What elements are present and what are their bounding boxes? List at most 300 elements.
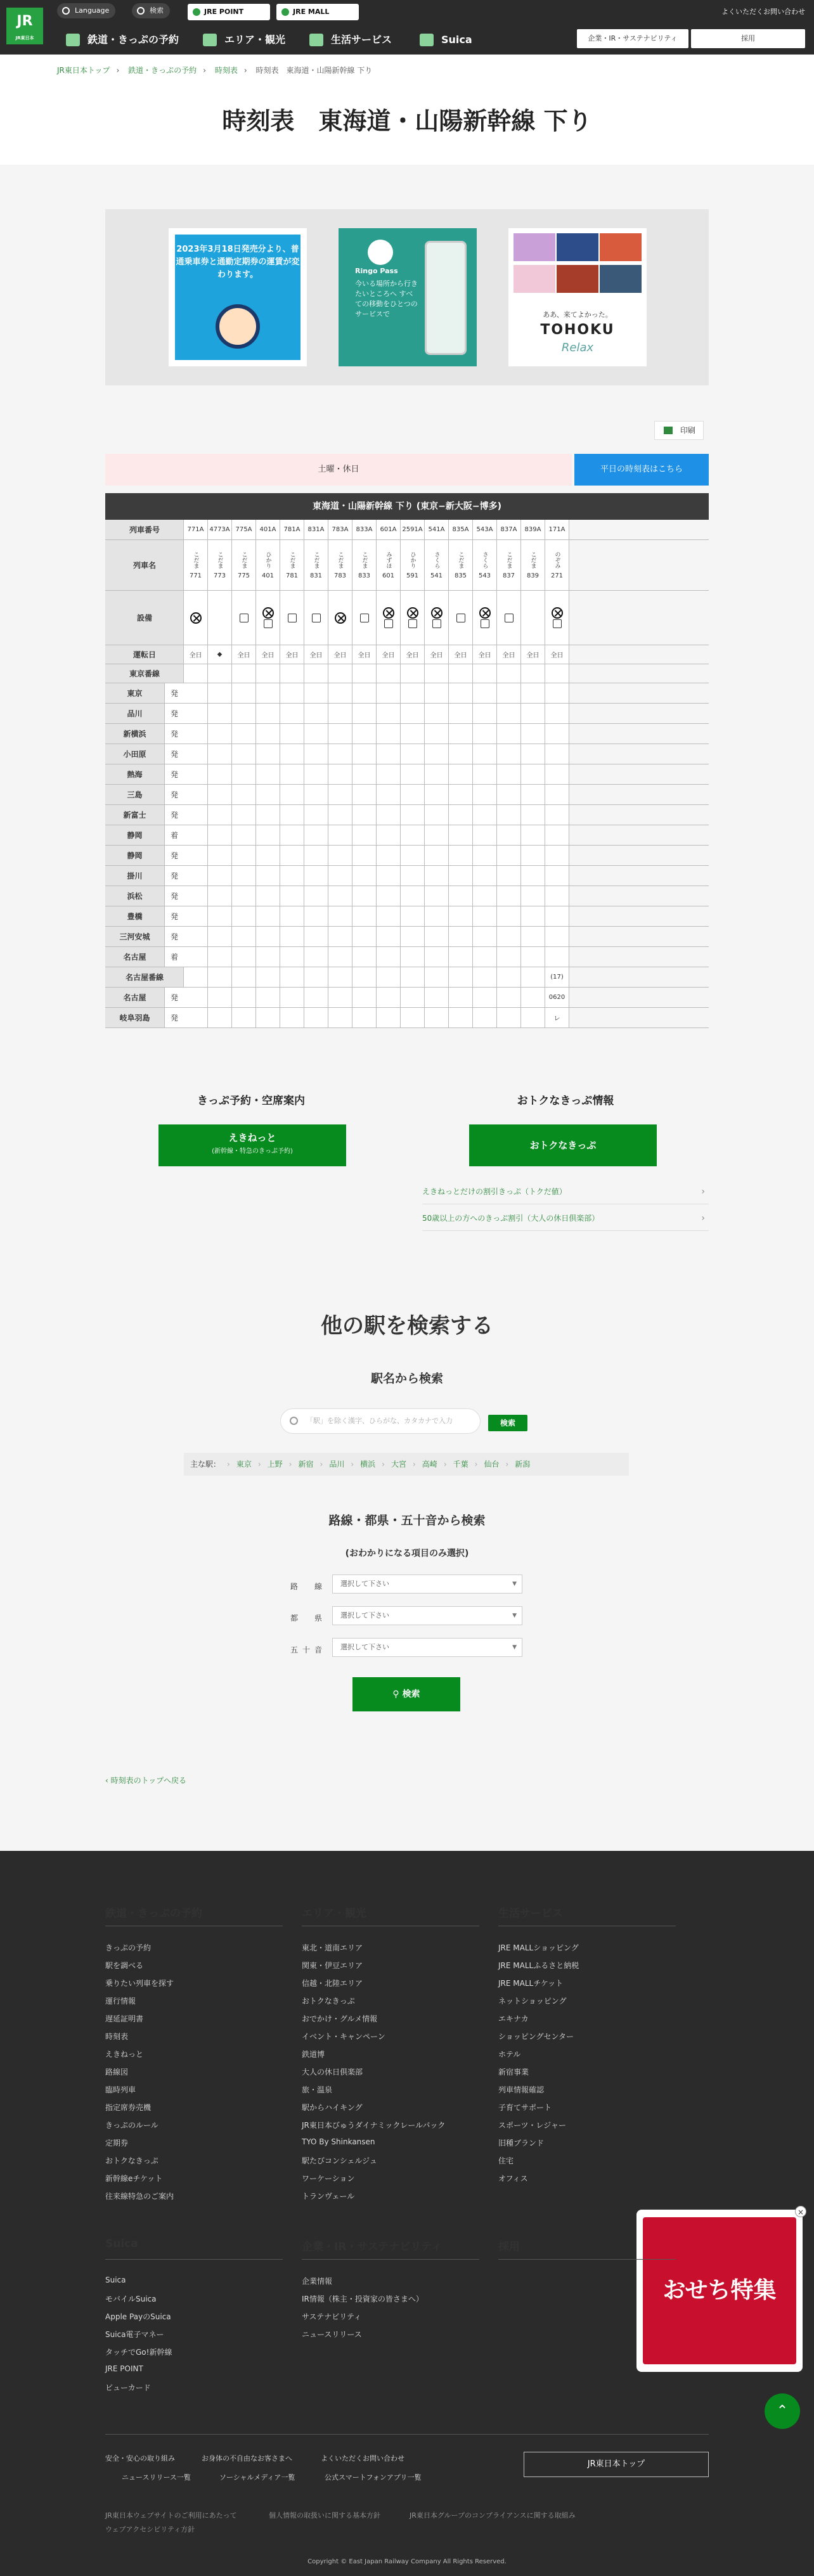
time-cell [401,947,425,967]
time-cell [473,825,497,845]
major-station-link[interactable]: 横浜 [360,1460,376,1469]
footer-link[interactable]: ビューカード [105,2383,151,2392]
time-cell [449,764,473,784]
time-cell [280,1008,304,1027]
no-smoking-icon [552,607,563,619]
footer-link[interactable]: 企業情報 [302,2277,333,2286]
banner-tohoku[interactable]: ああ、来てよかった。 TOHOKU Relax [508,228,647,366]
footer-col-recruit[interactable]: 採用 [498,2241,520,2253]
close-icon[interactable]: × [795,2206,806,2217]
train-number[interactable]: 835A [449,520,473,539]
station-row [105,785,709,805]
footer-link[interactable]: ショッピングセンター [498,2032,574,2041]
tab-holiday[interactable]: 土曜・休日 [105,454,572,486]
operation-day: 全日 [328,645,352,664]
arrive-depart: 発 [165,1008,184,1027]
arrive-depart: 着 [165,825,184,845]
footer-legal-link[interactable]: JR東日本グループのコンプライアンスに関する取組み [410,2511,576,2520]
footer-col-life[interactable]: 生活サービス [498,1907,563,1920]
train-name[interactable] [401,540,425,590]
footer-link[interactable]: 住宅 [498,2156,514,2165]
footer-link[interactable]: TYO By Shinkansen [302,2137,375,2146]
footer-link[interactable]: JRE MALLショッピング [498,1943,579,1952]
timetable-row-track [105,664,709,683]
train-name[interactable] [449,540,473,590]
train-type: ひかり [264,551,271,569]
footer-link[interactable]: 時刻表 [105,2032,129,2041]
footer-link[interactable]: 関東・伊豆エリア [302,1961,363,1970]
footer-legal-link[interactable]: JR東日本ウェブサイトのご利用にあたって [105,2511,237,2520]
time-cell [473,785,497,804]
footer-link[interactable]: 旅・温泉 [302,2085,333,2094]
time-cell [521,967,545,987]
footer-link[interactable]: イベント・キャンペーン [302,2032,385,2041]
train-num: 401 [261,572,275,579]
time-cell [449,805,473,825]
osechi-popup[interactable]: おせち特集 × [636,2210,803,2372]
footer-bottom-link[interactable]: よくいただくお問い合わせ [321,2454,404,2463]
footer-link[interactable]: スポーツ・レジャー [498,2121,566,2130]
time-cell [521,866,545,886]
train-num: 835 [454,572,467,579]
time-cell [473,988,497,1007]
time-cell [208,927,232,946]
time-cell [256,825,280,845]
footer-link[interactable]: モバイルSuica [105,2295,157,2303]
arrive-depart: 発 [165,764,184,784]
footer-bottom-link[interactable]: 公式スマートフォンアプリ一覧 [325,2473,422,2482]
time-cell [377,906,401,926]
breadcrumb-top[interactable]: JR東日本トップ [57,66,110,75]
time-cell [304,866,328,886]
arrive-depart: 発 [165,988,184,1007]
train-num: 839 [526,572,539,579]
train-number[interactable]: 771A [184,520,208,539]
conductor-illustration [216,304,260,349]
footer-legal-link[interactable]: ウェブアクセシビリティ方針 [105,2525,195,2534]
time-cell [521,724,545,744]
train-type: こだま [361,551,368,569]
footer-link[interactable]: エキナカ [498,2014,529,2023]
footer-link[interactable]: 臨時列車 [105,2085,136,2094]
footer-link[interactable]: 駅を調べる [105,1961,144,1970]
train-num: 837 [502,572,515,579]
time-cell [425,744,449,764]
time-cell [425,988,449,1007]
search-by-name-heading: 駅名から検索 [370,1372,443,1386]
time-cell [377,886,401,906]
footer-link[interactable]: JR東日本びゅうダイナミックレールパック [302,2121,446,2130]
major-station-link[interactable]: 高崎 [422,1460,437,1469]
footer-col-area[interactable]: エリア・観光 [302,1907,366,1920]
operation-day: 全日 [449,645,473,664]
station-row [105,988,709,1008]
breadcrumb-timetable[interactable]: 時刻表 [214,66,238,75]
footer-link[interactable]: 旧種ブランド [498,2139,545,2148]
operation-day: 全日 [377,645,401,664]
train-number[interactable]: 601A [377,520,401,539]
phone-illustration [425,241,467,355]
print-button[interactable]: 印刷 [654,421,704,440]
footer-link[interactable]: 鉄道博 [302,2050,325,2059]
map-icon [203,34,217,46]
tab-weekday-link[interactable]: 平日の時刻表はこちら [574,454,709,486]
jr-logo[interactable]: JR JR東日本 [6,8,43,44]
time-cell [232,764,256,784]
tokyo-track [425,664,449,683]
nav-life[interactable]: 生活サービス [309,29,392,51]
timetable-row-facility [105,591,709,645]
station-row [105,846,709,866]
link-otona[interactable]: 50歳以上の方へのきっぷ割引（大人の休日倶楽部） › [422,1206,709,1231]
search-button[interactable]: 検索 [132,3,170,18]
time-cell [401,825,425,845]
footer-link[interactable]: IR情報（株主・投資家の皆さまへ） [302,2295,423,2303]
footer-link[interactable]: 指定席券売機 [105,2103,152,2112]
major-station-link[interactable]: 上野 [267,1460,283,1469]
time-cell [304,724,328,744]
time-cell [184,785,208,804]
time-cell [473,886,497,906]
time-cell [425,1008,449,1027]
station-name: 三河安城 [105,927,165,946]
jre-top-button[interactable]: JR東日本トップ [524,2452,709,2477]
time-cell [280,764,304,784]
major-station-link[interactable]: 大宮 [391,1460,406,1469]
time-cell [232,724,256,744]
footer-col-rail[interactable]: 鉄道・きっぷの予約 [105,1907,202,1920]
time-cell [401,846,425,865]
time-cell [449,988,473,1007]
time-cell [425,764,449,784]
footer-link[interactable]: 新宿事業 [498,2068,529,2077]
time-cell [497,927,521,946]
time-cell [401,927,425,946]
footer-link[interactable]: えきねっと [105,2050,144,2059]
footer-link[interactable]: ワーケーション [302,2174,355,2183]
time-cell [473,927,497,946]
time-cell [304,1008,328,1027]
no-smoking-icon [335,612,346,624]
tokyo-track [497,664,521,683]
time-cell [280,805,304,825]
train-name[interactable] [280,540,304,590]
time-cell [545,947,569,967]
footer-link[interactable]: 往来線特急のご案内 [105,2192,174,2201]
facility-cell [377,591,401,645]
station-name: 新富士 [105,805,165,825]
major-station-link[interactable]: 品川 [329,1460,345,1469]
discount-ticket-button[interactable]: おトクなきっぷ [469,1124,657,1166]
train-name[interactable] [473,540,497,590]
footer-link[interactable]: おでかけ・グルメ情報 [302,2014,378,2023]
train-type: こだま [529,551,536,569]
time-cell [377,724,401,744]
time-cell [521,988,545,1007]
major-station-link[interactable]: 新潟 [515,1460,531,1469]
time-cell [521,927,545,946]
tokyo-track [377,664,401,683]
footer-col-suica[interactable]: Suica [105,2238,138,2250]
station-row [105,866,709,886]
time-cell: (17) [545,967,569,987]
train-number[interactable]: 775A [232,520,256,539]
train-number[interactable]: 543A [473,520,497,539]
footer-bottom-link[interactable]: ニュースリリース一覧 [122,2473,191,2482]
facility-cell [449,591,473,645]
photo-5 [557,265,598,293]
arrive-depart: 発 [165,704,184,723]
train-name[interactable] [328,540,352,590]
time-cell [256,683,280,703]
train-name[interactable] [377,540,401,590]
time-cell [184,744,208,764]
no-smoking-icon [431,607,443,619]
time-cell [352,724,377,744]
time-cell [377,683,401,703]
facility-cell [304,591,328,645]
footer-link[interactable]: JRE MALLチケット [498,1979,564,1988]
footer-link[interactable]: 大人の休日倶楽部 [302,2068,363,2077]
arrive-depart: 発 [165,724,184,744]
footer-bottom-link[interactable]: お身体の不自由なお客さまへ [202,2454,292,2463]
train-name[interactable] [256,540,280,590]
kana-select[interactable]: 選択して下さい ▼ [332,1638,522,1657]
contact-link[interactable]: よくいただくお問い合わせ [721,8,805,16]
breadcrumb-rail[interactable]: 鉄道・きっぷの予約 [128,66,197,75]
footer-link[interactable]: JRE MALLふるさと納税 [498,1961,579,1970]
train-num: 831 [309,572,323,579]
major-station-link[interactable]: 仙台 [484,1460,500,1469]
time-cell [377,1008,401,1027]
footer-link[interactable]: 乗りたい列車を探す [105,1979,174,1988]
time-cell [401,785,425,804]
operation-day: 全日 [304,645,328,664]
time-cell [232,805,256,825]
time-cell [208,846,232,865]
time-cell [208,988,232,1007]
footer-link[interactable]: サステナビリティ [302,2312,362,2321]
time-cell [545,704,569,723]
train-number[interactable]: 2591A [401,520,425,539]
footer-link[interactable]: ニュースリリース [302,2330,362,2339]
time-cell [304,906,328,926]
time-cell [328,744,352,764]
train-name[interactable] [521,540,545,590]
footer-link[interactable]: 定期券 [105,2139,129,2148]
footer-link[interactable]: 遅延証明書 [105,2014,144,2023]
train-number[interactable]: 783A [328,520,352,539]
tokyo-track [208,664,232,683]
footer-link[interactable]: Apple PayのSuica [105,2312,171,2321]
station-name: 三島 [105,785,165,804]
time-cell [352,785,377,804]
major-station-link[interactable]: 新宿 [298,1460,314,1469]
train-name[interactable] [232,540,256,590]
facility-cell [184,591,208,645]
banner-ringo-pass[interactable]: Ringo Pass 今いる場所から行きたいところへ すべての移動をひとつのサービスで [339,228,477,366]
time-cell [377,846,401,865]
time-cell [280,744,304,764]
train-number[interactable]: 541A [425,520,449,539]
footer-link[interactable]: おトクなきっぷ [105,2156,158,2165]
time-cell [184,1008,208,1027]
footer-bottom-link[interactable]: 安全・安心の取り組み [105,2454,175,2463]
footer-link[interactable]: 駅からハイキング [302,2103,363,2112]
page-top-button[interactable] [765,2393,800,2429]
time-cell [401,683,425,703]
arrive-depart: 発 [165,866,184,886]
time-cell [521,1008,545,1027]
smoking-room-icon [456,614,465,622]
station-name: 東京 [105,683,165,703]
time-cell [232,683,256,703]
footer-link[interactable]: ホテル [498,2050,521,2059]
footer-link[interactable]: きっぷの予約 [105,1943,152,1952]
time-cell [256,927,280,946]
time-cell [497,846,521,865]
facility-cell [280,591,304,645]
time-cell [304,764,328,784]
time-cell [401,967,425,987]
station-search-button[interactable]: 検索 [488,1415,527,1431]
footer-link[interactable]: 新幹線eチケット [105,2174,163,2183]
footer-link[interactable]: 信越・北陸エリア [302,1979,363,1988]
footer-link[interactable]: オフィス [498,2174,528,2183]
printer-icon [664,427,673,434]
footer-link[interactable]: 路線図 [105,2068,129,2077]
corp-link[interactable]: 企業・IR・サステナビリティ [577,29,688,48]
footer-link[interactable]: Suica [105,2276,126,2284]
time-cell [473,967,497,987]
time-cell [545,846,569,865]
no-smoking-icon [407,607,418,619]
time-cell [328,724,352,744]
train-type: こだま [288,551,295,569]
train-name[interactable] [545,540,569,590]
footer-bottom-link[interactable]: ソーシャルメディア一覧 [219,2473,295,2482]
train-name[interactable] [208,540,232,590]
footer-link[interactable]: ネットショッピング [498,1997,567,2006]
recruit-link[interactable]: 採用 [691,29,805,48]
train-name[interactable] [497,540,521,590]
time-cell [425,967,449,987]
language-button[interactable]: Language [57,3,115,18]
footer-link[interactable]: 駅たびコンシェルジュ [302,2156,377,2165]
footer-link[interactable]: タッチでGo!新幹線 [105,2348,172,2357]
major-station-link[interactable]: 東京 [236,1460,252,1469]
line-search-button[interactable]: ⚲ 検索 [352,1677,460,1711]
smoking-room-icon [432,619,441,628]
time-cell [352,805,377,825]
time-cell [545,724,569,744]
line-select[interactable]: 選択して下さい ▼ [332,1575,522,1594]
train-number[interactable]: 4773A [208,520,232,539]
footer-divider [105,2434,709,2435]
search-by-line-heading: 路線・都県・五十音から検索 [328,1514,486,1528]
time-cell [473,704,497,723]
major-stations: 主な駅： › 東京 › 上野 › 新宿 › 品川 › 横浜 › 大宮 › 高崎 › 千葉 › 仙台 › 新潟 [184,1453,629,1476]
time-cell [352,704,377,723]
footer-link[interactable]: Suica電子マネー [105,2330,164,2339]
time-cell [497,886,521,906]
banner-fare-change[interactable]: 2023年3月18日発売分より、普通乗車券と通勤定期券の運賃が変わります。 [169,228,307,366]
train-number[interactable]: 171A [545,520,569,539]
time-cell [497,825,521,845]
time-cell [497,947,521,967]
footer-col-corp[interactable]: 企業・IR・サステナビリティ [302,2241,442,2253]
footer-link[interactable]: 東北・道南エリア [302,1943,363,1952]
nav-rail[interactable]: 鉄道・きっぷの予約 [66,29,179,51]
train-number[interactable]: 833A [352,520,377,539]
time-cell [377,764,401,784]
time-cell [256,744,280,764]
operation-day: 全日 [401,645,425,664]
time-cell [449,947,473,967]
time-cell [232,866,256,886]
link-tokudane[interactable]: えきねっとだけの割引きっぷ（トクだ値） › [422,1179,709,1204]
footer-link[interactable]: JRE POINT [105,2364,143,2373]
footer-link[interactable]: 列車情報確認 [498,2085,545,2094]
operation-day: 全日 [497,645,521,664]
operation-day: 全日 [473,645,497,664]
train-name[interactable] [304,540,328,590]
search-icon: ⚲ [392,1689,403,1699]
nav-area[interactable]: エリア・観光 [203,29,285,51]
station-search-input[interactable]: 「駅」を除く漢字、ひらがな、カタカナで入力 [280,1408,481,1434]
pref-select[interactable]: 選択して下さい ▼ [332,1606,522,1625]
back-to-timetable-top[interactable]: ‹ 時刻表のトップへ戻る [105,1776,187,1785]
major-station-link[interactable]: 千葉 [453,1460,468,1469]
train-type: こだま [313,551,320,569]
time-cell [208,866,232,886]
jre-point-link[interactable]: JRE POINT [188,4,270,20]
footer-link[interactable]: 運行情報 [105,1997,136,2006]
row-header: 設備 [136,614,152,622]
train-number[interactable]: 837A [497,520,521,539]
nav-suica[interactable]: Suica [420,29,472,51]
footer-link[interactable]: おトクなきっぷ [302,1997,355,2006]
footer-legal-link[interactable]: 個人情報の取扱いに関する基本方針 [269,2511,380,2520]
time-cell [208,1008,232,1027]
train-name[interactable] [352,540,377,590]
train-number[interactable]: 781A [280,520,304,539]
train-name[interactable] [425,540,449,590]
smoking-room-icon [240,614,249,622]
train-number[interactable]: 401A [256,520,280,539]
time-cell [232,988,256,1007]
footer-link[interactable]: トランヴェール [302,2192,355,2201]
time-cell [473,724,497,744]
photo-2 [557,233,598,261]
train-number[interactable]: 839A [521,520,545,539]
breadcrumb-current: 時刻表 東海道・山陽新幹線 下り [255,66,373,75]
footer-link[interactable]: きっぷのルール [105,2121,158,2130]
train-name[interactable] [184,540,208,590]
ekinet-button[interactable]: えきねっと (新幹線・特急のきっぷ予約) [158,1124,346,1166]
train-number[interactable]: 831A [304,520,328,539]
banner-area [105,209,709,385]
smoking-room-icon [505,614,514,622]
row-header: 運転日 [132,650,156,659]
jre-mall-link[interactable]: JRE MALL [276,4,359,20]
time-cell [328,967,352,987]
time-cell [328,988,352,1007]
time-cell [401,724,425,744]
footer-link[interactable]: 子育てサポート [498,2103,552,2112]
facility-cell [473,591,497,645]
train-type: さくら [433,551,440,569]
